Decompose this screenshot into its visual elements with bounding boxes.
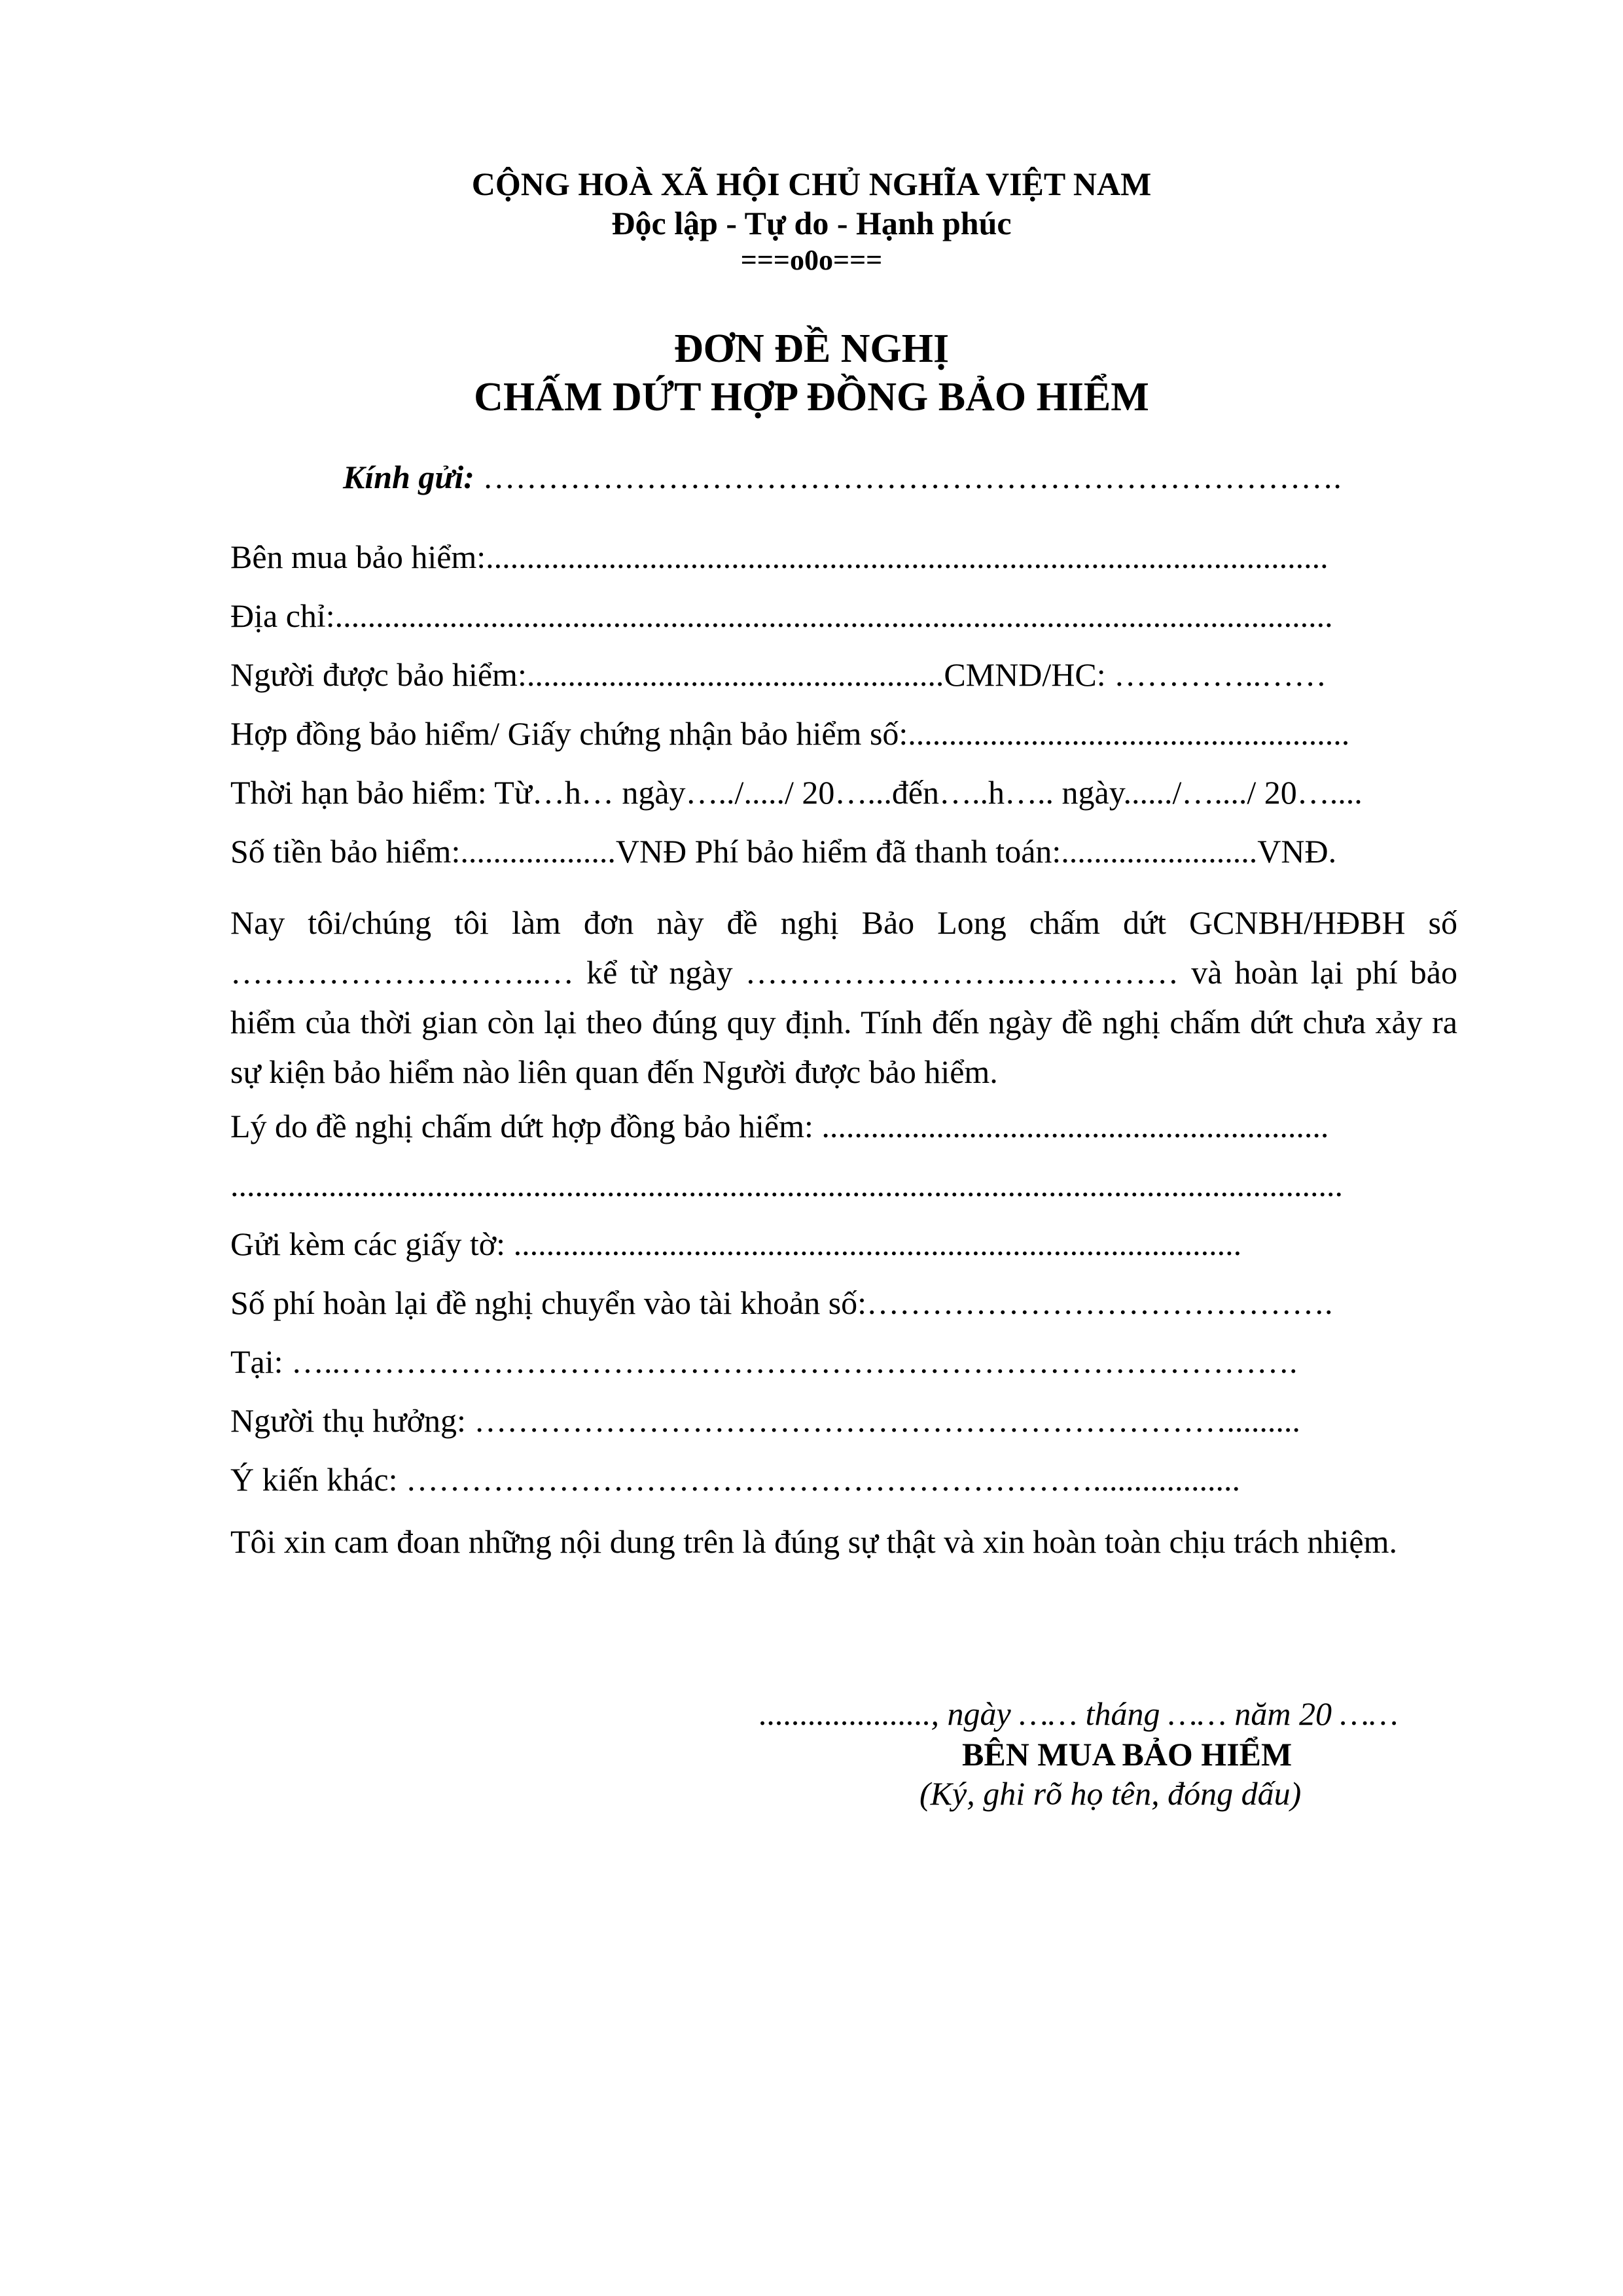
field-insured-person[interactable]: Người được bảo hiểm:...................................................CMND/HC: …………..…… [230,656,1327,693]
signature-party: BÊN MUA BẢO HIỂM [962,1736,1293,1773]
field-insured-amount[interactable]: Số tiền bảo hiểm:...................VNĐ Phí bảo hiểm đã thanh toán:........................VNĐ. [230,833,1337,870]
field-termination-reason-continued[interactable]: ........................................................................................................................................ [230,1167,1343,1203]
field-refund-account[interactable]: Số phí hoàn lại đề nghị chuyển vào tài khoản số:……………………………………. [230,1284,1333,1321]
signature-note: (Ký, ghi rõ họ tên, đóng dấu) [919,1775,1302,1812]
national-motto: Độc lập - Tự do - Hạnh phúc [611,205,1012,241]
field-other-comments[interactable]: Ý kiến khác: ……………………………………………………….................. [230,1461,1240,1498]
field-certificate-number[interactable]: Hợp đồng bảo hiểm/ Giấy chứng nhận bảo hiểm số:...................................................... [230,715,1350,752]
field-attachments[interactable]: Gửi kèm các giấy tờ: ......................................................................................... [230,1226,1242,1262]
document-title-line-1: ĐƠN ĐỀ NGHỊ [673,327,950,371]
field-termination-reason[interactable]: Lý do đề nghị chấm dứt hợp đồng bảo hiểm: .............................................................. [230,1108,1329,1144]
field-insurance-term[interactable]: Thời hạn bảo hiểm: Từ…h… ngày…../...../ 20…...đến…..h….. ngày....../…..../ 20….... [230,774,1363,811]
national-title: CỘNG HOÀ XÃ HỘI CHỦ NGHĨA VIỆT NAM [471,166,1152,202]
recipient-line [343,458,1342,496]
field-address[interactable]: Địa chỉ:.......................................................................................................................... [230,597,1333,634]
field-insurance-buyer[interactable]: Bên mua bảo hiểm:....................................................................................................... [230,539,1329,575]
document-title-line-2: CHẤM DỨT HỢP ĐỒNG BẢO HIỂM [474,375,1149,419]
signature-date-line: ....................., ngày …… tháng …… năm 20 …… [759,1695,1399,1732]
recipient-dots: ……………………………………………………………………. [474,459,1342,495]
request-paragraph: Nay tôi/chúng tôi làm đơn này đề nghị Bảo Long chấm dứt GCNBH/HĐBH số ………………………..… kể từ ngày …………………….…………… và hoàn lại phí bảo hiểm của thời gian còn lại theo đúng quy định. Tính đến ngày đề nghị chấm dứt chưa xảy ra sự kiện bảo hiểm nào liên quan đến Người được bảo hiểm. [230,904,1457,1090]
field-bank[interactable]: Tại: …..……………………………………………………………………………. [230,1343,1298,1380]
header-divider: ===o0o=== [740,244,883,276]
recipient-label: Kính gửi: [343,459,474,495]
commitment-statement: Tôi xin cam đoan những nội dung trên là đúng sự thật và xin hoàn toàn chịu trách nhiệm. [230,1523,1397,1560]
field-beneficiary[interactable]: Người thụ hưởng: ……………………………………………………………......... [230,1402,1300,1439]
